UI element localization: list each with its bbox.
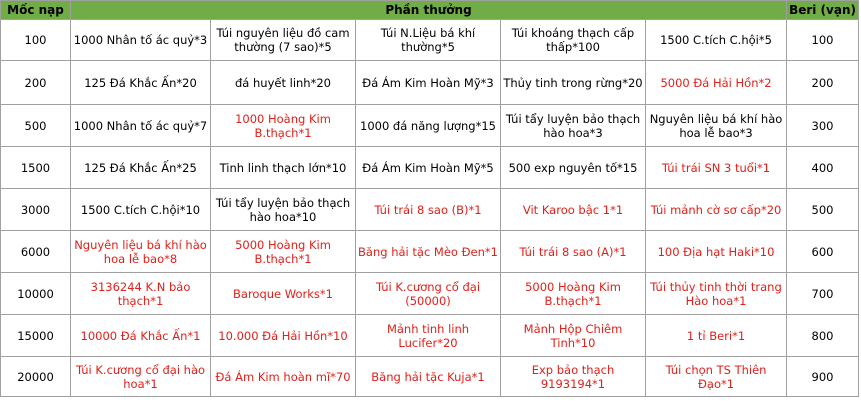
beri-cell: 100 — [787, 20, 859, 61]
moc-nap-cell: 200 — [1, 61, 71, 105]
header-beri: Beri (vạn) — [787, 1, 859, 20]
table-row — [1, 357, 859, 397]
moc-nap-cell: 100 — [1, 20, 71, 61]
reward-cell: Túi tẩy luyện bảo thạch hào hoa*3 — [501, 105, 646, 147]
reward-cell: Mảnh Hộp Chiêm Tinh*10 — [501, 315, 646, 357]
reward-cell: 5000 Đá Hải Hồn*2 — [646, 61, 787, 105]
reward-cell: Túi trái SN 3 tuổi*1 — [646, 147, 787, 189]
moc-nap-cell: 10000 — [1, 273, 71, 315]
reward-cell: Tinh linh thạch lớn*10 — [211, 147, 356, 189]
reward-cell: 125 Đá Khắc Ấn*20 — [71, 61, 211, 105]
reward-cell: 3136244 K.N bảo thạch*1 — [71, 273, 211, 315]
reward-cell: 10.000 Đá Hải Hồn*10 — [211, 315, 356, 357]
moc-nap-cell: 3000 — [1, 189, 71, 231]
reward-cell: Túi khoáng thạch cấp thấp*100 — [501, 20, 646, 61]
reward-cell: Baroque Works*1 — [211, 273, 356, 315]
table-row — [1, 273, 859, 315]
reward-cell: 1 tỉ Beri*1 — [646, 315, 787, 357]
moc-nap-cell: 6000 — [1, 231, 71, 273]
moc-nap-cell: 1500 — [1, 147, 71, 189]
reward-cell: Túi K.cương cổ đại hào hoa*1 — [71, 357, 211, 397]
reward-cell: Túi trái 8 sao (B)*1 — [356, 189, 501, 231]
reward-cell: Túi nguyên liệu đồ cam thường (7 sao)*5 — [211, 20, 356, 61]
reward-cell: 5000 Hoàng Kim B.thạch*1 — [501, 273, 646, 315]
table-row — [1, 189, 859, 231]
moc-nap-cell: 20000 — [1, 357, 71, 397]
header-moc-nap: Mốc nạp — [1, 1, 71, 20]
reward-cell: 1000 Nhân tố ác quỷ*7 — [71, 105, 211, 147]
table-row — [1, 231, 859, 273]
moc-nap-cell: 500 — [1, 105, 71, 147]
reward-cell: Túi mảnh cờ sơ cấp*20 — [646, 189, 787, 231]
table-row — [1, 315, 859, 357]
reward-cell: 10000 Đá Khắc Ấn*1 — [71, 315, 211, 357]
reward-cell: Túi tẩy luyện bảo thạch hào hoa*10 — [211, 189, 356, 231]
moc-nap-cell: 15000 — [1, 315, 71, 357]
reward-cell: Nguyên liệu bá khí hào hoa lễ bao*8 — [71, 231, 211, 273]
reward-cell: 1500 C.tích C.hội*10 — [71, 189, 211, 231]
reward-cell: Túi chọn TS Thiên Đạo*1 — [646, 357, 787, 397]
reward-cell: Băng hải tặc Mèo Đen*1 — [356, 231, 501, 273]
reward-cell: 5000 Hoàng Kim B.thạch*1 — [211, 231, 356, 273]
reward-cell: Túi K.cương cổ đại (50000) — [356, 273, 501, 315]
reward-cell: 1000 Hoàng Kim B.thạch*1 — [211, 105, 356, 147]
reward-cell: 1500 C.tích C.hội*5 — [646, 20, 787, 61]
table-row — [1, 20, 859, 61]
reward-cell: Băng hải tặc Kuja*1 — [356, 357, 501, 397]
beri-cell: 600 — [787, 231, 859, 273]
reward-cell: đá huyết linh*20 — [211, 61, 356, 105]
header-phan-thuong: Phần thưởng — [71, 1, 787, 20]
beri-cell: 300 — [787, 105, 859, 147]
reward-cell: Đá Ám Kim Hoàn Mỹ*3 — [356, 61, 501, 105]
reward-cell: Mảnh tinh linh Lucifer*20 — [356, 315, 501, 357]
reward-cell: Đá Ám Kim hoàn mĩ*70 — [211, 357, 356, 397]
beri-cell: 500 — [787, 189, 859, 231]
reward-cell: 1000 Nhân tố ác quỷ*3 — [71, 20, 211, 61]
reward-cell: Túi trái 8 sao (A)*1 — [501, 231, 646, 273]
reward-cell: Túi N.Liệu bá khí thường*5 — [356, 20, 501, 61]
reward-cell: Vit Karoo bậc 1*1 — [501, 189, 646, 231]
beri-cell: 400 — [787, 147, 859, 189]
reward-cell: 100 Địa hạt Haki*10 — [646, 231, 787, 273]
header-row — [1, 1, 859, 20]
reward-cell: 125 Đá Khắc Ấn*25 — [71, 147, 211, 189]
reward-cell: Thủy tinh trong rừng*20 — [501, 61, 646, 105]
reward-cell: Nguyên liệu bá khí hào hoa lễ bao*3 — [646, 105, 787, 147]
table-row — [1, 61, 859, 105]
beri-cell: 200 — [787, 61, 859, 105]
reward-cell: 1000 đá năng lượng*15 — [356, 105, 501, 147]
table-row — [1, 105, 859, 147]
reward-cell: Đá Ám Kim Hoàn Mỹ*5 — [356, 147, 501, 189]
beri-cell: 900 — [787, 357, 859, 397]
reward-cell: 500 exp nguyên tố*15 — [501, 147, 646, 189]
beri-cell: 800 — [787, 315, 859, 357]
reward-cell: Túi thủy tinh thời trang Hào hoa*1 — [646, 273, 787, 315]
beri-cell: 700 — [787, 273, 859, 315]
table-row — [1, 147, 859, 189]
reward-cell: Exp bảo thạch 9193194*1 — [501, 357, 646, 397]
reward-table-body — [1, 20, 859, 397]
